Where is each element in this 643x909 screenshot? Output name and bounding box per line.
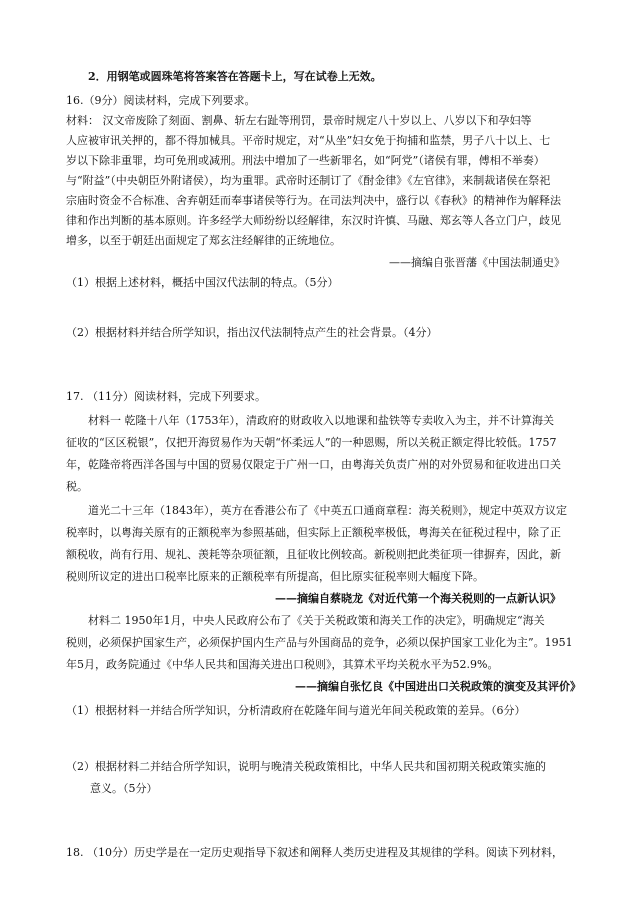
q17-source-2: ——摘编自张忆良《中国进出口关税政策的演变及其评价》	[295, 680, 581, 693]
q16-material-line: 与“附益”（中央朝臣外附诸侯），均为重罪。武帝时还制订了《酎金律》《左官律》，来制裁诸侯在祭祀	[66, 174, 551, 187]
exam-instruction-2: 2．用钢笔或圆珠笔将答案答在答题卡上，写在试卷上无效。	[88, 70, 382, 83]
q17-source-1: ——摘编自蔡晓龙《对近代第一个海关税则的一点新认识》	[275, 592, 561, 605]
q17-material1-line: 征收的“区区税银”，仅把开海贸易作为天朝“怀柔远人”的一种恩赐，所以关税正额定得比较低。1757	[66, 436, 557, 449]
q16-source: ——摘编自张晋藩《中国法制通史》	[389, 256, 565, 269]
q16-subquestion-2: （2）根据材料并结合所学知识，指出汉代法制特点产生的社会背景。（4分）	[66, 326, 438, 339]
q16-material-line: 岁以下除非重罪，均可免刑或减刑。刑法中增加了一些新罪名，如“阿党”（诸侯有罪，傅相不举奏）	[66, 154, 545, 167]
q16-heading: 16.（9分）阅读材料，完成下列要求。	[66, 94, 256, 107]
q17-material1b-line: 税率时，以粤海关原有的正额税率为参照基础，但实际上正额税率极低，粤海关在征税过程中，除了正	[66, 526, 561, 539]
q17-material2-line: 税则，必须保护国家生产，必须保护国内生产品与外国商品的竞争，必须以保护国家工业化为主”。1951	[66, 636, 573, 649]
q17-heading: 17. （11分）阅读材料，完成下列要求。	[66, 390, 266, 403]
q17-subquestion-2: （2）根据材料二并结合所学知识，说明与晚清关税政策相比，中华人民共和国初期关税政策实施的	[66, 760, 546, 773]
q17-material1b-line: 额税收，尚有行用、规礼、羡耗等杂项征额，且征收比例较高。新税则把此类征项一律摒弃，因此，新	[66, 548, 561, 561]
q16-material-line: 增多，以至于朝廷出面规定了郑玄注经解律的正统地位。	[66, 234, 341, 247]
q16-material-line: 人应被审讯关押的，都不得加械具。平帝时规定，对“从坐”妇女免于拘捕和监禁，男子八十以上、七	[66, 134, 551, 147]
q17-material1-line: 材料一 乾隆十八年（1753年），清政府的财政收入以地课和盐铁等专卖收入为主，并不计算海关	[88, 414, 554, 427]
q17-material2-line: 材料二 1950年1月，中央人民政府公布了《关于关税政策和海关工作的决定》，明确规定“海关	[88, 614, 545, 627]
q16-material-line: 材料： 汉文帝废除了刻面、割鼻、斩左右趾等刑罚，景帝时规定八十岁以上、八岁以下和孕妇等	[66, 114, 532, 127]
q17-material1-line: 年，乾隆帝将西洋各国与中国的贸易仅限定于广州一口，由粤海关负责广州的对外贸易和征收进出口关	[66, 458, 561, 471]
q17-material1b-line: 道光二十三年（1843年），英方在香港公布了《中英五口通商章程：海关税则》，规定中英双方议定	[88, 504, 567, 517]
q17-material2-line: 年5月，政务院通过《中华人民共和国海关进出口税则》，其算术平均关税水平为52.9%。	[66, 658, 499, 671]
q16-material-line: 宗庙时资金不合标准、舍弃朝廷而奉事诸侯等行为。在司法判决中，盛行以《春秋》的精神作为解释法	[66, 194, 561, 207]
q16-material-line: 律和作出判断的基本原则。许多经学大师纷纷以经解律，东汉时许慎、马融、郑玄等人各立门户，歧见	[66, 214, 561, 227]
q16-subquestion-1: （1）根据上述材料，概括中国汉代法制的特点。（5分）	[66, 276, 339, 289]
q18-heading: 18. （10分）历史学是在一定历史观指导下叙述和阐释人类历史进程及其规律的学科。阅读下列材料，	[66, 846, 563, 859]
q17-subquestion-1: （1）根据材料一并结合所学知识，分析清政府在乾隆年间与道光年间关税政策的差异。（6分）	[66, 704, 526, 717]
q17-material1-line: 税。	[66, 480, 88, 493]
q17-material1b-line: 税则所议定的进出口税率比原来的正额税率有所提高，但比原实征税率则大幅度下降。	[66, 570, 484, 583]
q17-subquestion-2-cont: 意义。（5分）	[90, 782, 158, 795]
